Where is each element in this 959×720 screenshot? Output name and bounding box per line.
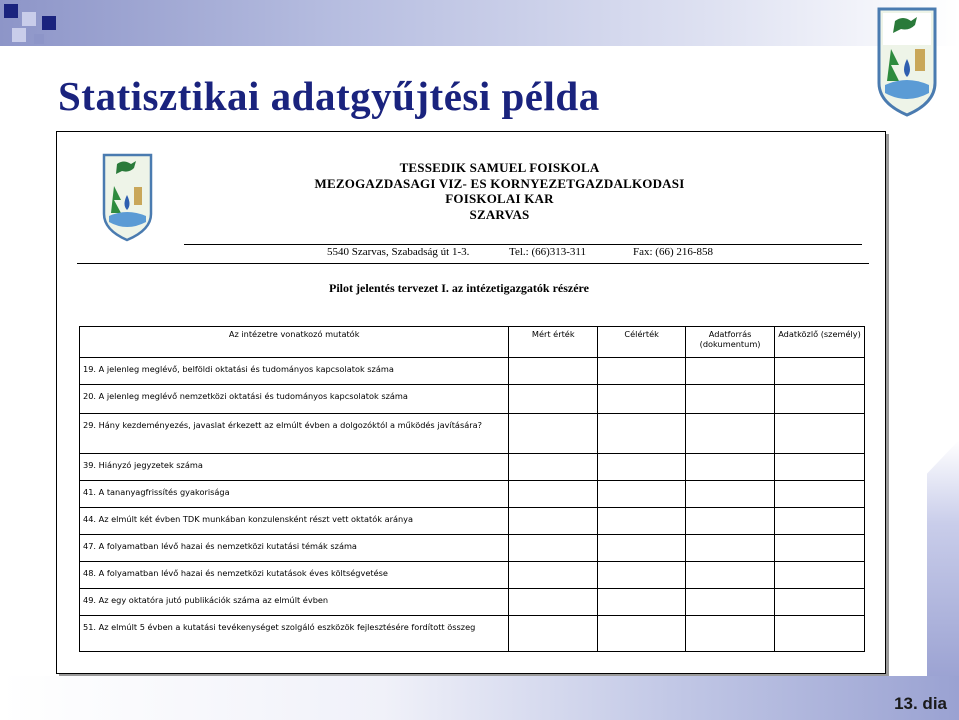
indicator-label: 51. Az elmúlt 5 évben a kutatási tevékenységet szolgáló eszközök fejlesztésére fordított összeg	[80, 616, 509, 652]
provider-cell	[775, 562, 865, 589]
table-row	[80, 535, 865, 562]
provider-cell	[775, 589, 865, 616]
target-cell	[598, 508, 686, 535]
provider-cell	[775, 454, 865, 481]
measured-cell	[509, 562, 598, 589]
table-row	[80, 358, 865, 385]
source-cell	[686, 508, 775, 535]
institution-line: FOISKOLAI KAR	[445, 191, 554, 206]
deco-square	[42, 16, 56, 30]
indicator-label: 19. A jelenleg meglévő, belföldi oktatási és tudományos kapcsolatok száma	[80, 358, 509, 385]
provider-cell	[775, 358, 865, 385]
slide-number: 13. dia	[894, 694, 947, 713]
institution-header	[267, 160, 732, 222]
address-text: 5540 Szarvas, Szabadság út 1-3.	[327, 246, 470, 258]
college-logo-icon	[873, 5, 941, 117]
column-header: Célérték	[598, 327, 686, 358]
source-cell	[686, 454, 775, 481]
target-cell	[598, 481, 686, 508]
target-cell	[598, 358, 686, 385]
source-cell	[686, 414, 775, 454]
institution-line: TESSEDIK SAMUEL FOISKOLA	[399, 160, 600, 175]
table-row	[80, 589, 865, 616]
measured-cell	[509, 414, 598, 454]
deco-square	[22, 12, 36, 26]
column-header: Az intézetre vonatkozó mutatók	[80, 327, 509, 358]
top-decoration-bar	[0, 0, 959, 46]
provider-cell	[775, 385, 865, 414]
deco-square	[12, 28, 26, 42]
deco-square	[34, 34, 44, 44]
provider-cell	[775, 616, 865, 652]
measured-cell	[509, 616, 598, 652]
slide-title: Statisztikai adatgyűjtési példa	[58, 73, 600, 119]
indicator-label: 49. Az egy oktatóra jutó publikációk száma az elmúlt évben	[80, 589, 509, 616]
provider-cell	[775, 414, 865, 454]
indicator-label: 20. A jelenleg meglévő nemzetközi oktatási és tudományos kapcsolatok száma	[80, 385, 509, 414]
table-row	[80, 562, 865, 589]
phone-text: Tel.: (66)313-311	[509, 246, 587, 258]
embedded-document	[56, 131, 886, 674]
target-cell	[598, 535, 686, 562]
source-cell	[686, 481, 775, 508]
source-cell	[686, 358, 775, 385]
deco-square	[4, 4, 18, 18]
provider-cell	[775, 535, 865, 562]
institution-line: MEZOGAZDASAGI VIZ- ES KORNYEZETGAZDALKODASI	[314, 175, 685, 191]
measured-cell	[509, 535, 598, 562]
target-cell	[598, 589, 686, 616]
document-subtitle: Pilot jelentés tervezet I. az intézetigazgatók részére	[329, 281, 589, 295]
college-logo-icon	[100, 152, 155, 242]
table-row	[80, 385, 865, 414]
target-cell	[598, 385, 686, 414]
source-cell	[686, 535, 775, 562]
table-row	[80, 508, 865, 535]
source-cell	[686, 562, 775, 589]
column-header: Adatforrás (dokumentum)	[686, 327, 775, 358]
column-header: Adatközlő (személy)	[775, 327, 865, 358]
institution-line: SZARVAS	[469, 206, 530, 222]
table-row	[80, 616, 865, 652]
fax-text: Fax: (66) 216-858	[633, 246, 714, 258]
table-header-row	[80, 327, 865, 358]
table-row	[80, 414, 865, 454]
measured-cell	[509, 508, 598, 535]
source-cell	[686, 616, 775, 652]
bottom-decoration-bar	[0, 676, 959, 720]
indicator-label: 48. A folyamatban lévő hazai és nemzetközi kutatások éves költségvetése	[80, 562, 509, 589]
address-divider	[77, 263, 869, 264]
table-row	[80, 481, 865, 508]
target-cell	[598, 616, 686, 652]
provider-cell	[775, 481, 865, 508]
source-cell	[686, 589, 775, 616]
measured-cell	[509, 385, 598, 414]
measured-cell	[509, 481, 598, 508]
target-cell	[598, 562, 686, 589]
measured-cell	[509, 454, 598, 481]
header-divider	[184, 244, 862, 245]
column-header: Mért érték	[509, 327, 598, 358]
indicator-label: 47. A folyamatban lévő hazai és nemzetközi kutatási témák száma	[80, 535, 509, 562]
target-cell	[598, 414, 686, 454]
indicator-label: 44. Az elmúlt két évben TDK munkában konzulensként részt vett oktatók aránya	[80, 508, 509, 535]
table-row	[80, 454, 865, 481]
provider-cell	[775, 508, 865, 535]
source-cell	[686, 385, 775, 414]
indicator-label: 29. Hány kezdeményezés, javaslat érkezett az elmúlt évben a dolgozóktól a működés javítására?	[80, 414, 509, 454]
indicator-label: 39. Hiányzó jegyzetek száma	[80, 454, 509, 481]
target-cell	[598, 454, 686, 481]
indicator-label: 41. A tananyagfrissítés gyakorisága	[80, 481, 509, 508]
measured-cell	[509, 589, 598, 616]
indicator-table	[79, 326, 865, 652]
measured-cell	[509, 358, 598, 385]
